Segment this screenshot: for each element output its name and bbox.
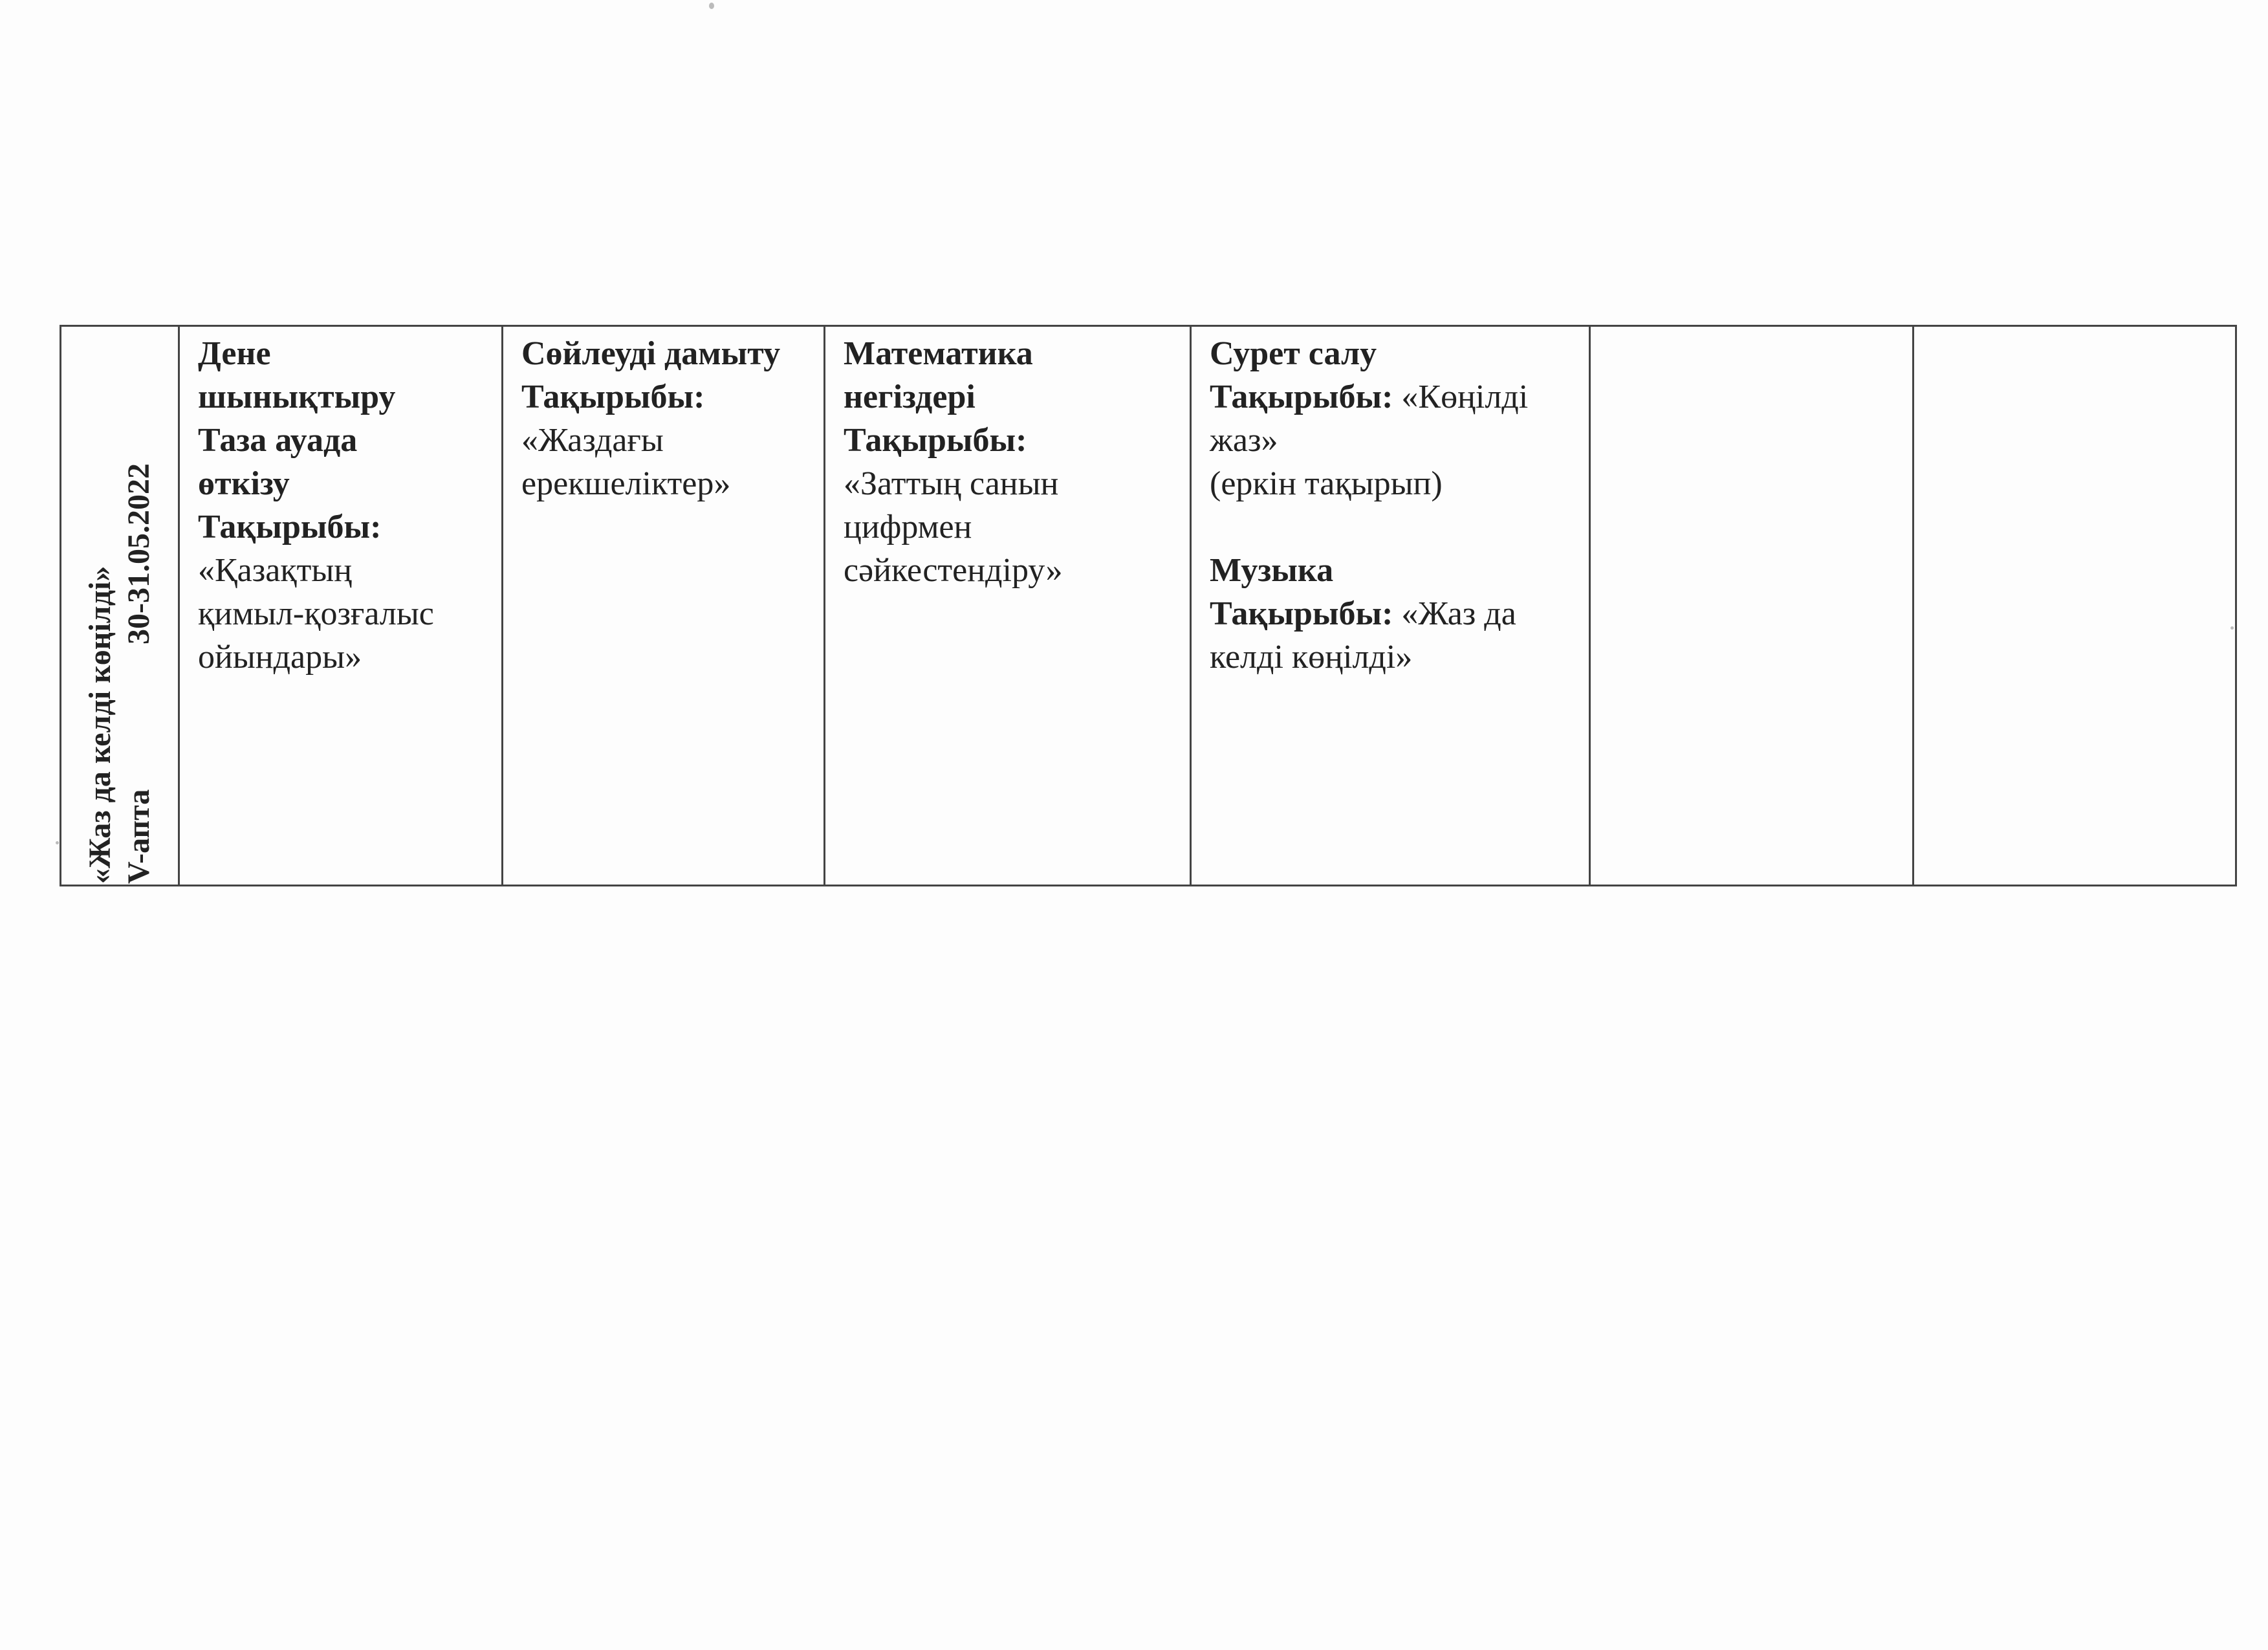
subject-line: өткізу (198, 465, 290, 502)
topic-line: ерекшеліктер» (521, 465, 731, 502)
topic-label: Тақырыбы: (1210, 379, 1393, 415)
topic-line: келді көңілді» (1210, 639, 1413, 676)
subject-title: негіздері (844, 379, 976, 415)
topic-label: Тақырыбы: (198, 509, 382, 545)
art-music-cell (1191, 326, 1590, 886)
topic-line: «Жаздағы (521, 422, 664, 459)
week-number: V-апта (122, 789, 156, 884)
subject-line: Дене (198, 335, 271, 372)
topic-line: цифрмен (844, 509, 972, 545)
topic-label: Тақырыбы: (521, 379, 705, 415)
scan-speck (56, 841, 59, 844)
week-dates: 30-31.05.2022 (122, 463, 156, 644)
physical-ed-cell (179, 326, 503, 886)
topic-line: ойындары» (198, 639, 362, 676)
subject-title: Сурет салу (1210, 335, 1377, 372)
subject-title: Сөйлеуді дамыту (521, 335, 781, 372)
empty-cell (1590, 326, 1914, 886)
scan-speck (709, 3, 714, 9)
topic-line: «Жаз да (1401, 595, 1516, 632)
subject-line: Таза ауада (198, 422, 358, 459)
subject-title: Математика (844, 335, 1033, 372)
schedule-table (60, 325, 2237, 886)
topic-label: Тақырыбы: (844, 422, 1027, 459)
empty-cell (1914, 326, 2236, 886)
week-label (81, 327, 158, 884)
week-cell (61, 326, 179, 886)
math-cell (825, 326, 1191, 886)
subject-line: шынықтыру (198, 379, 396, 415)
table-row (61, 326, 2236, 886)
topic-line: сәйкестендіру» (844, 552, 1063, 589)
topic-line: «Заттың санын (844, 465, 1059, 502)
topic-line: «Қазақтың (198, 552, 353, 589)
topic-line: «Көңілді (1401, 379, 1529, 415)
speech-cell (503, 326, 825, 886)
topic-note: (еркін тақырып) (1210, 465, 1443, 502)
spacer (1210, 505, 1577, 549)
topic-label: Тақырыбы: (1210, 595, 1393, 632)
topic-line: жаз» (1210, 422, 1278, 459)
subject-title: Музыка (1210, 552, 1334, 589)
week-theme: «Жаз да келді көңілді» (83, 566, 117, 884)
topic-line: қимыл-қозғалыс (198, 595, 434, 632)
